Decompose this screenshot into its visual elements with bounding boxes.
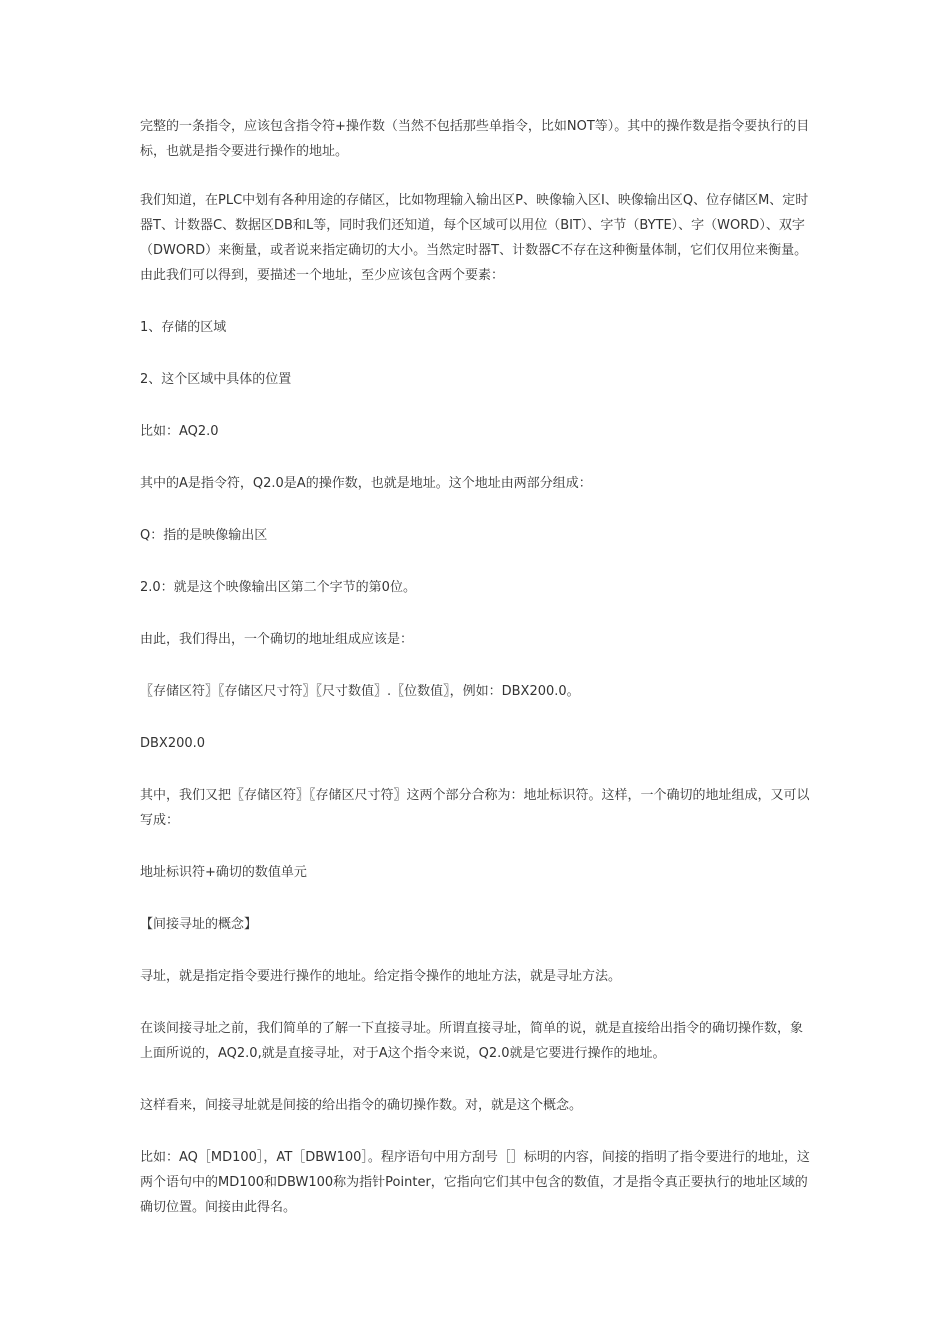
paragraph-identifier-formula: 地址标识符+确切的数值单元 bbox=[140, 865, 307, 880]
paragraph-direct-addressing: 在谈间接寻址之前，我们简单的了解一下直接寻址。所谓直接寻址，简单的说，就是直接给出指令的确切操作数，象上面所说的，AQ2.0,就是直接寻址，对于A这个指令来说，Q2.0就是它要进行操作的地址。 bbox=[140, 1021, 804, 1061]
paragraph-address-identifier: 其中，我们又把〖存储区符〗〖存储区尺寸符〗这两个部分合称为：地址标识符。这样，一个确切的地址组成，又可以写成： bbox=[140, 788, 810, 828]
paragraph-pointer-example: 比如：AQ［MD100］，AT［DBW100］。程序语句中用方刮号［］标明的内容，间接的指明了指令要进行的地址，这两个语句中的MD100和DBW100称为指针Pointer，它指向它们其中包含的数值，才是指令真正要执行的地址区域的确切位置。间接由此得名。 bbox=[140, 1150, 810, 1215]
paragraph-bit-meaning: 2.0：就是这个映像输出区第二个字节的第0位。 bbox=[140, 580, 416, 595]
paragraph-address-conclusion: 由此，我们得出，一个确切的地址组成应该是： bbox=[140, 632, 414, 647]
paragraph-storage-areas: 我们知道，在PLC中划有各种用途的存储区，比如物理输入输出区P、映像输入区I、映像输出区Q、位存储区M、定时器T、计数器C、数据区DB和L等，同时我们还知道，每个区域可以用位（BIT）、字节（BYTE）、字（WORD）、双字（DWORD）来衡量，或者说来指定确切的大小。当然定时器T、计数器C不存在这种衡量体制，它们仅用位来衡量。由此我们可以得到，要描述一个地址，至少应该包含两个要素： bbox=[140, 193, 809, 283]
paragraph-element-2: 2、这个区域中具体的位置 bbox=[140, 372, 292, 387]
document-body bbox=[140, 114, 815, 1220]
paragraph-dbx-example: DBX200.0 bbox=[140, 736, 206, 751]
paragraph-address-format: 〖存储区符〗〖存储区尺寸符〗〖尺寸数值〗.〖位数值〗，例如：DBX200.0。 bbox=[140, 684, 580, 699]
section-heading-indirect-addressing: 【间接寻址的概念】 bbox=[140, 917, 258, 932]
paragraph-instruction-structure: 完整的一条指令，应该包含指令符+操作数（当然不包括那些单指令，比如NOT等）。其中的操作数是指令要执行的目标，也就是指令要进行操作的地址。 bbox=[140, 119, 810, 159]
paragraph-operand-explanation: 其中的A是指令符，Q2.0是A的操作数，也就是地址。这个地址由两部分组成： bbox=[140, 476, 592, 491]
paragraph-q-meaning: Q：指的是映像输出区 bbox=[140, 528, 268, 543]
paragraph-example-aq20: 比如：AQ2.0 bbox=[140, 424, 219, 439]
paragraph-element-1: 1、存储的区域 bbox=[140, 320, 227, 335]
paragraph-addressing-definition: 寻址，就是指定指令要进行操作的地址。给定指令操作的地址方法，就是寻址方法。 bbox=[140, 969, 622, 984]
paragraph-indirect-concept: 这样看来，间接寻址就是间接的给出指令的确切操作数。对，就是这个概念。 bbox=[140, 1098, 583, 1113]
